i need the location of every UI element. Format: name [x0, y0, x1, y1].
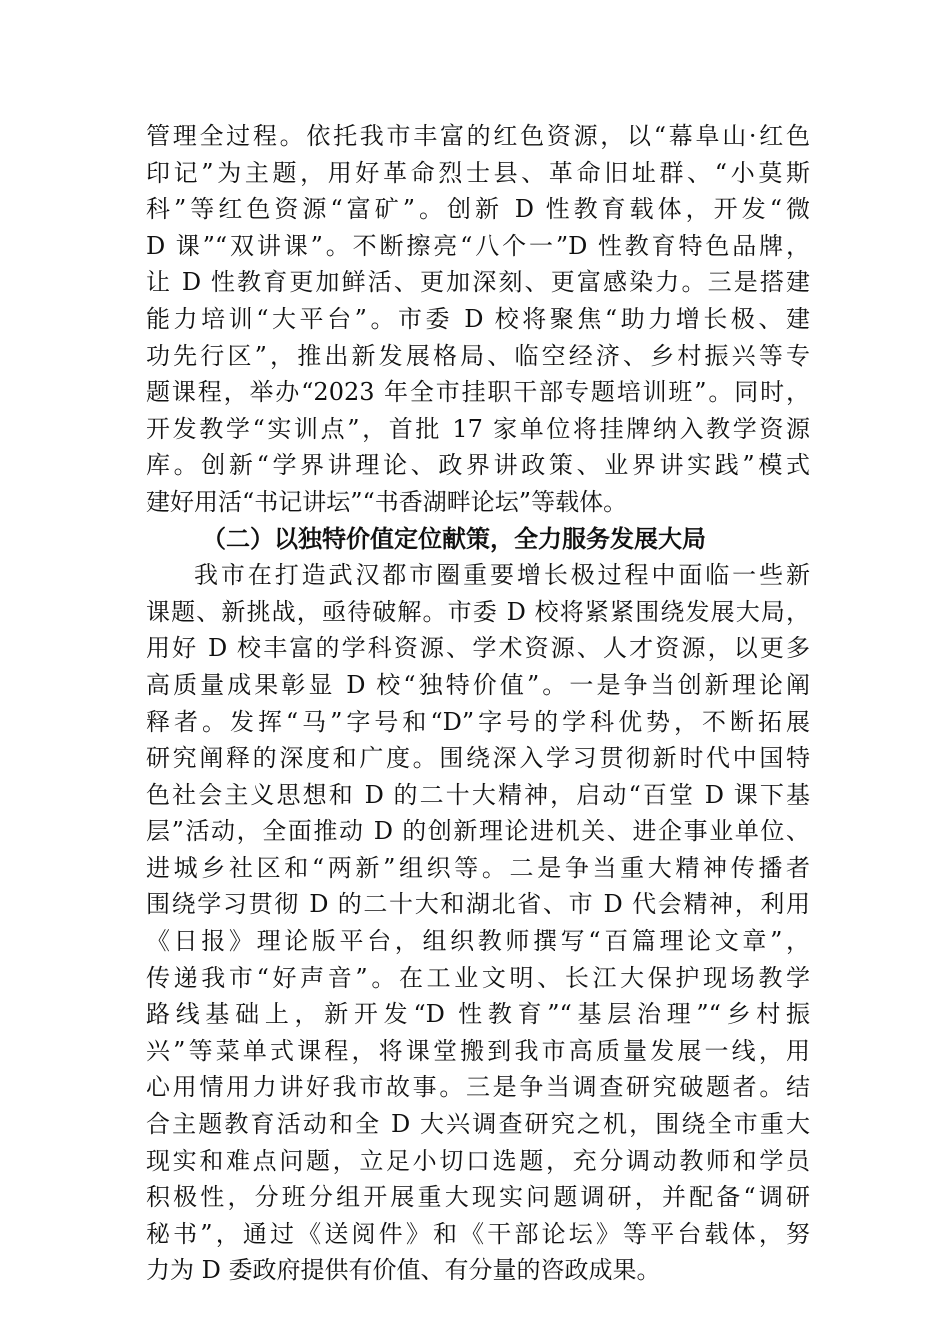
text-line: 合主题教育活动和全 D 大兴调查研究之机，围绕全市重大: [146, 1110, 810, 1139]
text-line: 课题、新挑战，亟待破解。市委 D 校将紧紧围绕发展大局，: [146, 597, 810, 626]
text-line: 积极性，分班分组开展重大现实问题调研，并配备“调研: [146, 1183, 810, 1212]
text-line: 开发教学“实训点”，首批 17 家单位将挂牌纳入教学资源: [146, 414, 810, 443]
text-line: 用好 D 校丰富的学科资源、学术资源、人才资源，以更多: [146, 634, 810, 663]
text-line: 进城乡社区和“两新”组织等。二是争当重大精神传播者: [146, 853, 810, 882]
text-line: 研究阐释的深度和广度。围绕深入学习贯彻新时代中国特: [146, 744, 810, 773]
text-line: 《日报》理论版平台，组织教师撰写“百篇理论文章”，: [146, 927, 810, 956]
text-line: 我市在打造武汉都市圈重要增长极过程中面临一些新: [194, 561, 810, 590]
text-line: 管理全过程。依托我市丰富的红色资源，以“幕阜山·红色: [146, 122, 810, 150]
text-line: 库。创新“学界讲理论、政界讲政策、业界讲实践”模式: [146, 451, 810, 480]
text-line: 让 D 性教育更加鲜活、更加深刻、更富感染力。三是搭建: [146, 268, 810, 297]
text-line: 高质量成果彰显 D 校“独特价值”。一是争当创新理论阐: [146, 670, 810, 699]
text-line: 心用情用力讲好我市故事。三是争当调查研究破题者。结: [146, 1073, 810, 1102]
text-line: 能力培训“大平台”。市委 D 校将聚焦“助力增长极、建: [146, 304, 810, 333]
text-line: 秘书”，通过《送阅件》和《干部论坛》等平台载体，努: [146, 1219, 810, 1248]
text-line: 建好用活“书记讲坛”“书香湖畔论坛”等载体。: [146, 487, 628, 516]
text-line: 层”活动，全面推动 D 的创新理论进机关、进企事业单位、: [146, 817, 810, 846]
text-line: 路线基础上，新开发“D 性教育”“基层治理”“乡村振: [146, 1000, 810, 1029]
section1-tail-paragraph: [146, 118, 810, 521]
text-line: 传递我市“好声音”。在工业文明、长江大保护现场教学: [146, 963, 810, 992]
text-line: 功先行区”，推出新发展格局、临空经济、乡村振兴等专: [146, 341, 810, 370]
text-line: 现实和难点问题，立足小切口选题，充分调动教师和学员: [146, 1146, 810, 1175]
section-heading: （二）以独特价值定位献策，全力服务发展大局: [202, 523, 706, 553]
text-line: 题课程，举办“2023 年全市挂职干部专题培训班”。同时，: [146, 378, 810, 407]
document-page: [146, 118, 810, 1289]
text-line: 科”等红色资源“富矿”。创新 D 性教育载体，开发“微: [146, 195, 810, 224]
text-line: D 课”“双讲课”。不断擦亮“八个一”D 性教育特色品牌，: [146, 231, 810, 260]
text-line: 印记”为主题，用好革命烈士县、革命旧址群、“小莫斯: [146, 158, 810, 187]
text-line: 释者。发挥“马”字号和“D”字号的学科优势，不断拓展: [146, 707, 810, 736]
text-line: 力为 D 委政府提供有价值、有分量的咨政成果。: [146, 1256, 661, 1285]
text-line: 色社会主义思想和 D 的二十大精神，启动“百堂 D 课下基: [146, 780, 810, 809]
text-line: 兴”等菜单式课程，将课堂搬到我市高质量发展一线，用: [146, 1036, 810, 1065]
section2-body-paragraph: [146, 557, 810, 1289]
text-line: 围绕学习贯彻 D 的二十大和湖北省、市 D 代会精神，利用: [146, 890, 810, 919]
